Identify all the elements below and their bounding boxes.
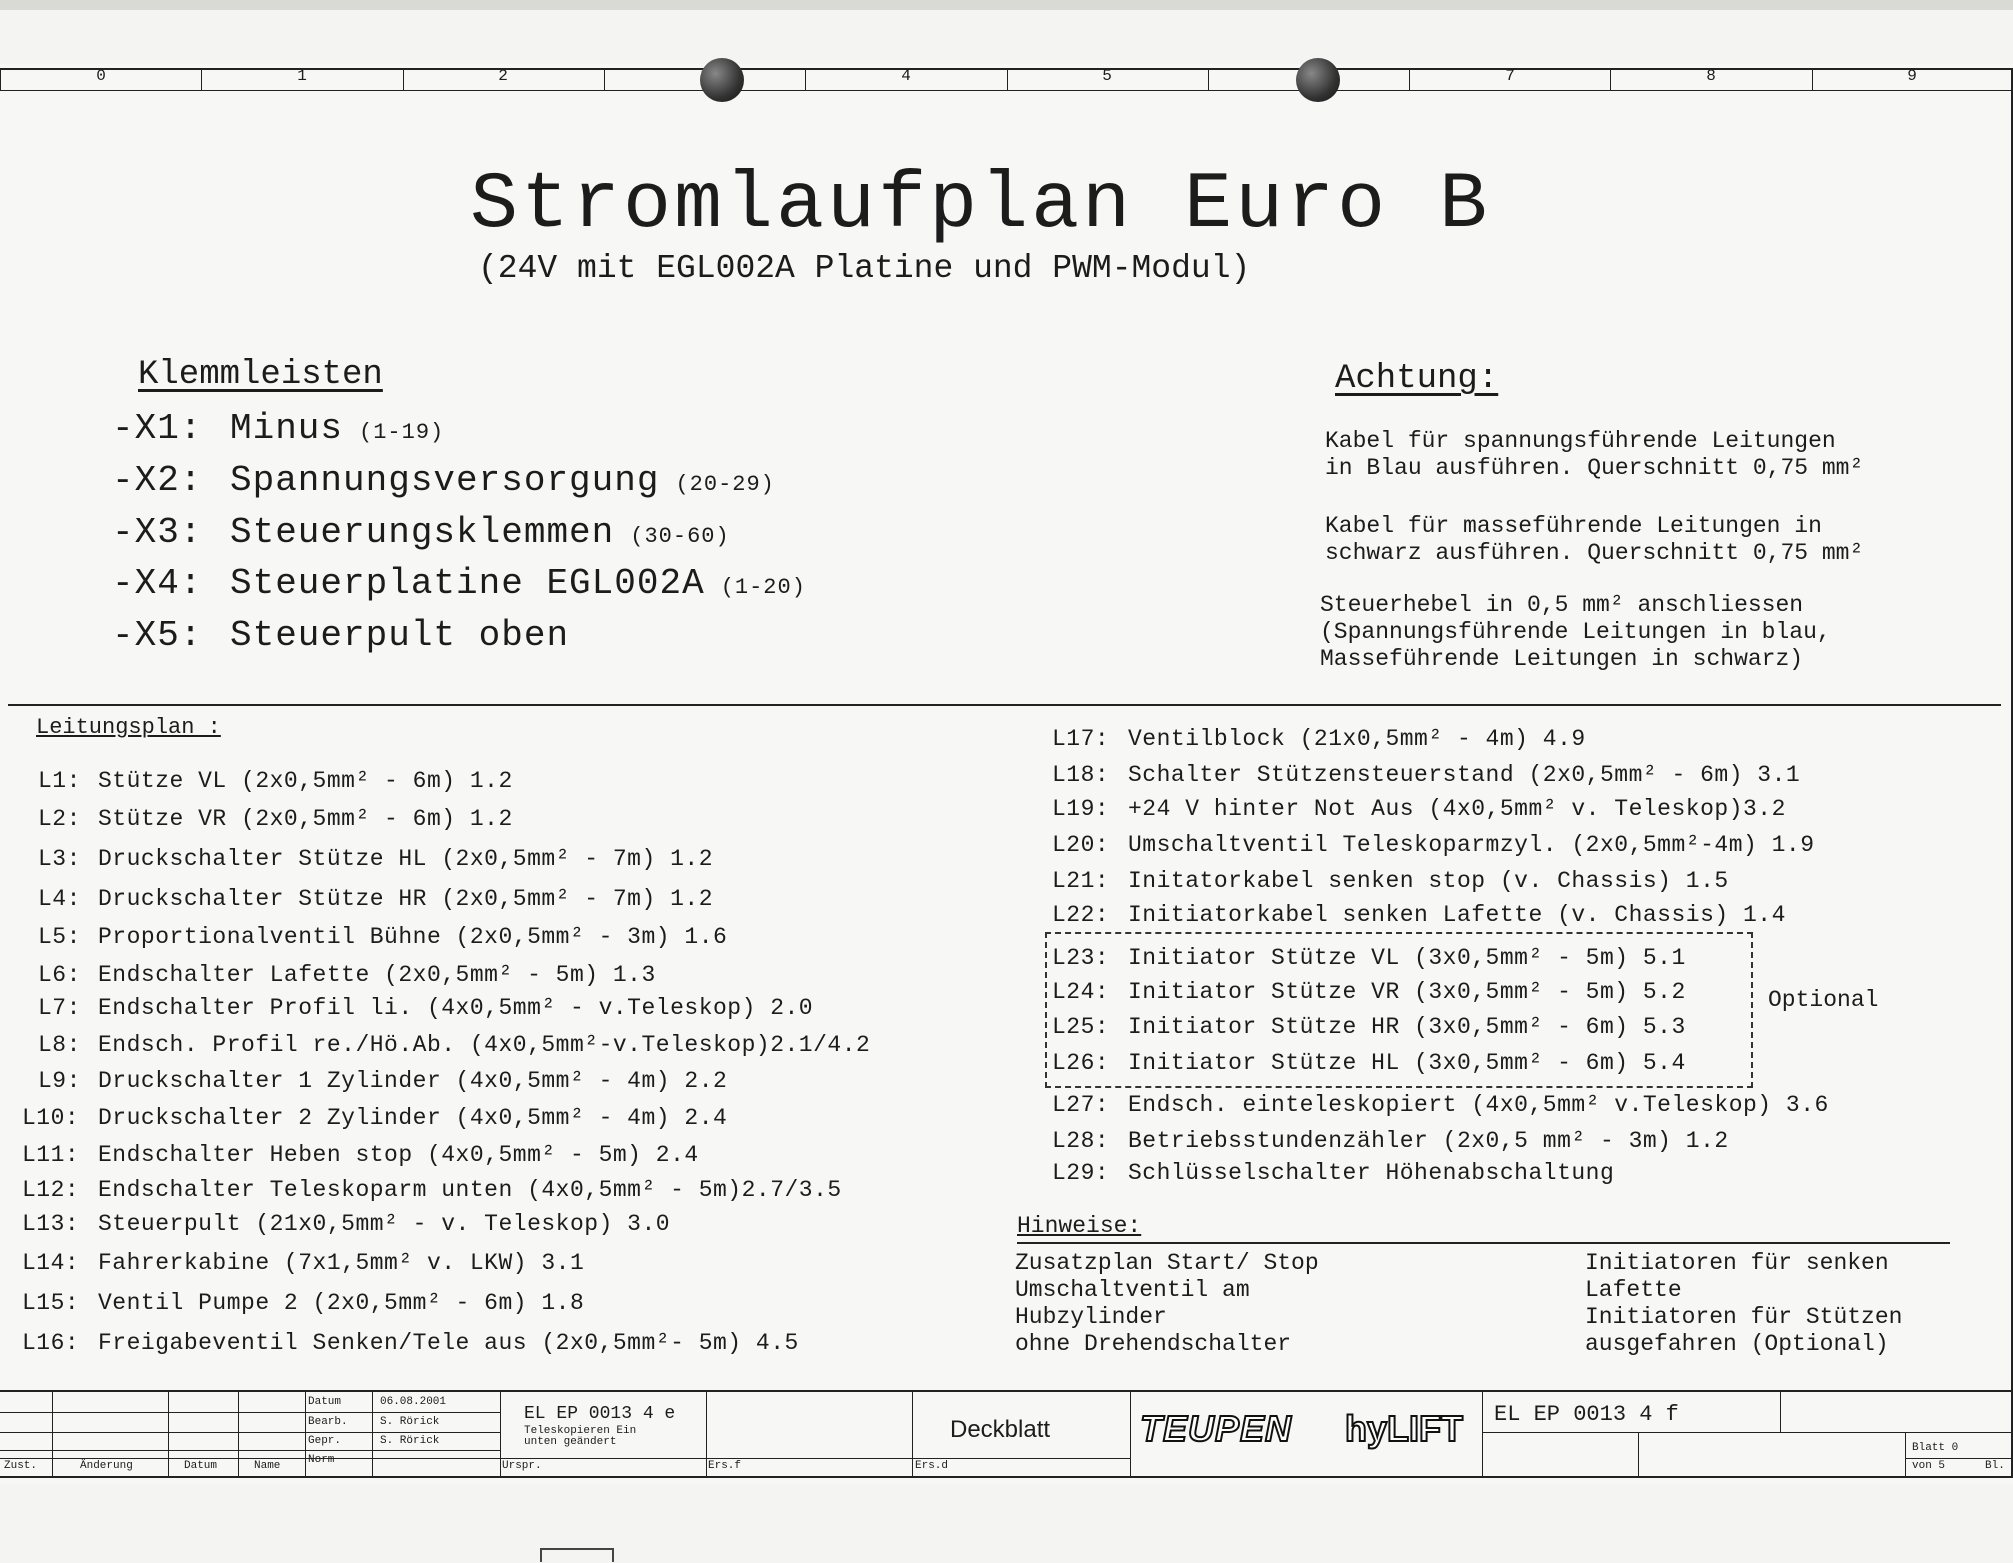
hylift-logo: hyLIFT <box>1345 1408 1463 1449</box>
leitung-row <box>1052 1128 1729 1154</box>
leitung-text: Freigabeventil Senken/Tele aus (2x0,5mm²- 5m) 4.5 <box>98 1330 799 1356</box>
leitung-row <box>1052 1092 1829 1118</box>
leitung-id: L14: <box>22 1250 80 1276</box>
page-title: Stromlaufplan Euro B <box>470 160 1491 251</box>
leitung-text: Initiatorkabel senken Lafette (v. Chassis) 1.4 <box>1128 902 1786 928</box>
leitung-row <box>22 1211 670 1237</box>
hinweise-column-2: Initiatoren für senken Lafette Initiatoren für Stützen ausgefahren (Optional) <box>1585 1250 1903 1357</box>
hinweise-column-1: Zusatzplan Start/ Stop Umschaltventil am Hubzylinder ohne Drehendschalter <box>1015 1250 1319 1357</box>
old-drawing-note: Teleskopieren Ein unten geändert <box>524 1425 637 1448</box>
leitung-text: Steuerpult (21x0,5mm² - v. Teleskop) 3.0 <box>98 1211 671 1237</box>
klemmleiste-code: -X4: <box>112 563 203 604</box>
name-label: Name <box>254 1460 281 1472</box>
leitung-row <box>22 1105 727 1131</box>
gepr-label: Gepr. <box>308 1435 342 1447</box>
leitung-id: L24: <box>1052 979 1110 1005</box>
punch-hole-right <box>1296 58 1340 102</box>
klemmleiste-item <box>112 512 730 553</box>
leitung-row <box>1052 796 1786 822</box>
leitung-id: L13: <box>22 1211 80 1237</box>
leitung-text: Druckschalter 1 Zylinder (4x0,5mm² - 4m) 2.2 <box>98 1068 728 1094</box>
ruler-tick <box>1610 68 1611 90</box>
leitung-text: Stütze VL (2x0,5mm² - 6m) 1.2 <box>98 768 513 794</box>
leitung-row <box>38 995 813 1021</box>
achtung-note-2: Kabel für masseführende Leitungen in schwarz ausführen. Querschnitt 0,75 mm² <box>1325 513 1864 566</box>
zust-label: Zust. <box>4 1460 38 1472</box>
ruler-tick <box>1409 68 1410 90</box>
leitung-id: L10: <box>22 1105 80 1131</box>
klemmleiste-range: (30-60) <box>630 524 730 549</box>
leitung-id: L9: <box>38 1068 81 1094</box>
klemmleisten-heading: Klemmleisten <box>138 356 383 394</box>
leitung-row <box>38 846 713 872</box>
title-block <box>0 1390 2013 1478</box>
leitung-text: Druckschalter Stütze HR (2x0,5mm² - 7m) 1.2 <box>98 886 713 912</box>
leitung-text: Endschalter Profil li. (4x0,5mm² - v.Teleskop) 2.0 <box>98 995 814 1021</box>
leitung-id: L26: <box>1052 1050 1110 1076</box>
ruler-tick <box>1208 68 1209 90</box>
leitung-row <box>1052 832 1815 858</box>
leitung-text: Initiator Stütze HR (3x0,5mm² - 6m) 5.3 <box>1128 1014 1686 1040</box>
leitung-id: L5: <box>38 924 81 950</box>
leitung-text: Stütze VR (2x0,5mm² - 6m) 1.2 <box>98 806 513 832</box>
leitung-id: L7: <box>38 995 81 1021</box>
sheet-count: Bl. <box>1985 1460 2005 1472</box>
leitung-text: Schlüsselschalter Höhenabschaltung <box>1128 1160 1615 1186</box>
optional-label: Optional <box>1768 987 1879 1013</box>
klemmleiste-code: -X1: <box>112 408 203 449</box>
achtung-note-3: Steuerhebel in 0,5 mm² anschliessen (Spannungsführende Leitungen in blau, Masseführende Leitungen in schwarz) <box>1320 592 1831 672</box>
ers-f-label: Ers.f <box>708 1460 742 1472</box>
urspr-label: Urspr. <box>502 1460 542 1472</box>
klemmleiste-range: (1-20) <box>720 575 806 600</box>
ruler-tick <box>1812 68 1813 90</box>
column-number: 8 <box>1706 67 1716 85</box>
leitung-row <box>1052 726 1586 752</box>
klemmleiste-name: Steuerplatine EGL002A <box>230 563 705 604</box>
leitung-row <box>22 1250 584 1276</box>
column-number: 7 <box>1505 67 1515 85</box>
leitung-id: L1: <box>38 768 81 794</box>
column-number: 0 <box>96 67 106 85</box>
frame-ruler-line <box>0 90 2013 91</box>
bearb-label: Bearb. <box>308 1416 348 1428</box>
leitung-text: Ventilblock (21x0,5mm² - 4m) 4.9 <box>1128 726 1586 752</box>
leitung-row <box>38 768 513 794</box>
klemmleiste-name: Steuerpult oben <box>230 615 570 656</box>
drawing-number: EL EP 0013 4 f <box>1494 1402 1679 1427</box>
leitung-row <box>38 962 656 988</box>
ruler-tick <box>403 68 404 90</box>
leitung-id: L15: <box>22 1290 80 1316</box>
leitung-id: L12: <box>22 1177 80 1203</box>
leitung-text: Druckschalter 2 Zylinder (4x0,5mm² - 4m) 2.4 <box>98 1105 728 1131</box>
leitung-text: +24 V hinter Not Aus (4x0,5mm² v. Teleskop)3.2 <box>1128 796 1786 822</box>
leitung-text: Schalter Stützensteuerstand (2x0,5mm² - 6m) 3.1 <box>1128 762 1801 788</box>
leitung-id: L25: <box>1052 1014 1110 1040</box>
leitung-row <box>22 1142 699 1168</box>
leitung-text: Endsch. Profil re./Hö.Ab. (4x0,5mm²-v.Teleskop)2.1/4.2 <box>98 1032 871 1058</box>
leitung-text: Initiator Stütze VR (3x0,5mm² - 5m) 5.2 <box>1128 979 1686 1005</box>
leitung-row <box>1052 902 1786 928</box>
klemmleiste-code: -X2: <box>112 460 203 501</box>
sheet-name: Deckblatt <box>950 1416 1051 1443</box>
column-number: 2 <box>498 67 508 85</box>
leitung-text: Fahrerkabine (7x1,5mm² v. LKW) 3.1 <box>98 1250 585 1276</box>
leitung-text: Endschalter Lafette (2x0,5mm² - 5m) 1.3 <box>98 962 656 988</box>
blatt-label: Blatt 0 <box>1912 1442 1959 1454</box>
leitung-text: Proportionalventil Bühne (2x0,5mm² - 3m) 1.6 <box>98 924 728 950</box>
klemmleiste-item <box>112 615 585 656</box>
leitung-text: Initiator Stütze HL (3x0,5mm² - 6m) 5.4 <box>1128 1050 1686 1076</box>
leitung-row <box>1052 1160 1614 1186</box>
leitung-row <box>22 1290 584 1316</box>
leitung-id: L18: <box>1052 762 1110 788</box>
leitung-text: Endschalter Heben stop (4x0,5mm² - 5m) 2.4 <box>98 1142 699 1168</box>
leitung-id: L19: <box>1052 796 1110 822</box>
punch-hole-left <box>700 58 744 102</box>
achtung-note-1: Kabel für spannungsführende Leitungen in Blau ausführen. Querschnitt 0,75 mm² <box>1325 428 1864 481</box>
leitung-id: L11: <box>22 1142 80 1168</box>
column-number: 9 <box>1907 67 1917 85</box>
leitung-id: L2: <box>38 806 81 832</box>
ruler-tick <box>0 68 1 90</box>
leitung-row <box>38 1068 727 1094</box>
leitung-text: Ventil Pumpe 2 (2x0,5mm² - 6m) 1.8 <box>98 1290 585 1316</box>
leitung-text: Initiator Stütze VL (3x0,5mm² - 5m) 5.1 <box>1128 945 1686 971</box>
klemmleiste-item <box>112 408 444 449</box>
column-number: 1 <box>297 67 307 85</box>
column-number: 5 <box>1102 67 1112 85</box>
klemmleiste-code: -X3: <box>112 512 203 553</box>
leitung-id: L27: <box>1052 1092 1110 1118</box>
leitung-text: Endsch. einteleskopiert (4x0,5mm² v.Teleskop) 3.6 <box>1128 1092 1829 1118</box>
leitung-row <box>1052 762 1800 788</box>
leitung-text: Umschaltventil Teleskoparmzyl. (2x0,5mm²-4m) 1.9 <box>1128 832 1815 858</box>
leitung-id: L20: <box>1052 832 1110 858</box>
ruler-tick <box>1007 68 1008 90</box>
leitung-row <box>38 806 513 832</box>
leitung-id: L29: <box>1052 1160 1110 1186</box>
datum-label: Datum <box>308 1396 342 1408</box>
achtung-heading: Achtung: <box>1335 360 1499 398</box>
leitung-row <box>38 886 713 912</box>
ers-d-label: Ers.d <box>915 1460 949 1472</box>
leitung-id: L8: <box>38 1032 81 1058</box>
ruler-tick <box>201 68 202 90</box>
leitung-text: Druckschalter Stütze HL (2x0,5mm² - 7m) 1.2 <box>98 846 713 872</box>
leitung-id: L6: <box>38 962 81 988</box>
leitung-row <box>38 924 727 950</box>
leitung-id: L23: <box>1052 945 1110 971</box>
klemmleiste-name: Minus <box>230 408 344 449</box>
aenderung-label: Änderung <box>80 1460 133 1472</box>
teupen-logo: TEUPEN <box>1140 1408 1293 1449</box>
hinweise-rule <box>1017 1242 1950 1244</box>
leitung-row <box>38 1032 870 1058</box>
binder-clip <box>540 1548 614 1562</box>
ruler-tick <box>604 68 605 90</box>
klemmleiste-item <box>112 563 806 604</box>
datum-value: 06.08.2001 <box>380 1396 447 1408</box>
leitung-row <box>22 1330 799 1356</box>
leitung-id: L21: <box>1052 868 1110 894</box>
optional-group-box <box>1045 932 1753 1088</box>
leitung-id: L17: <box>1052 726 1110 752</box>
page-subtitle: (24V mit EGL002A Platine und PWM-Modul) <box>478 250 1251 287</box>
scan-edge <box>0 0 2013 10</box>
hinweise-heading: Hinweise: <box>1017 1213 1142 1239</box>
klemmleiste-code: -X5: <box>112 615 203 656</box>
leitungsplan-heading: Leitungsplan : <box>36 715 221 740</box>
von-label: von 5 <box>1912 1460 1946 1472</box>
section-divider <box>8 704 2001 706</box>
klemmleiste-name: Steuerungsklemmen <box>230 512 615 553</box>
leitung-text: Initatorkabel senken stop (v. Chassis) 1.5 <box>1128 868 1729 894</box>
leitung-text: Endschalter Teleskoparm unten (4x0,5mm² - 5m)2.7/3.5 <box>98 1177 842 1203</box>
leitung-text: Betriebsstundenzähler (2x0,5 mm² - 3m) 1.2 <box>1128 1128 1729 1154</box>
ruler-tick <box>805 68 806 90</box>
klemmleiste-range: (20-29) <box>675 472 775 497</box>
leitung-row <box>1052 868 1729 894</box>
datum2-label: Datum <box>184 1460 218 1472</box>
leitung-row <box>22 1177 842 1203</box>
column-number: 4 <box>901 67 911 85</box>
gepr-value: S. Rörick <box>380 1435 440 1447</box>
bearb-value: S. Rörick <box>380 1416 440 1428</box>
norm-label: Norm <box>308 1454 335 1466</box>
leitung-id: L28: <box>1052 1128 1110 1154</box>
old-drawing-ref: EL EP 0013 4 e <box>524 1404 676 1424</box>
leitung-id: L3: <box>38 846 81 872</box>
leitung-id: L4: <box>38 886 81 912</box>
klemmleiste-range: (1-19) <box>359 420 445 445</box>
leitung-id: L22: <box>1052 902 1110 928</box>
leitung-id: L16: <box>22 1330 80 1356</box>
klemmleiste-item <box>112 460 775 501</box>
klemmleiste-name: Spannungsversorgung <box>230 460 660 501</box>
